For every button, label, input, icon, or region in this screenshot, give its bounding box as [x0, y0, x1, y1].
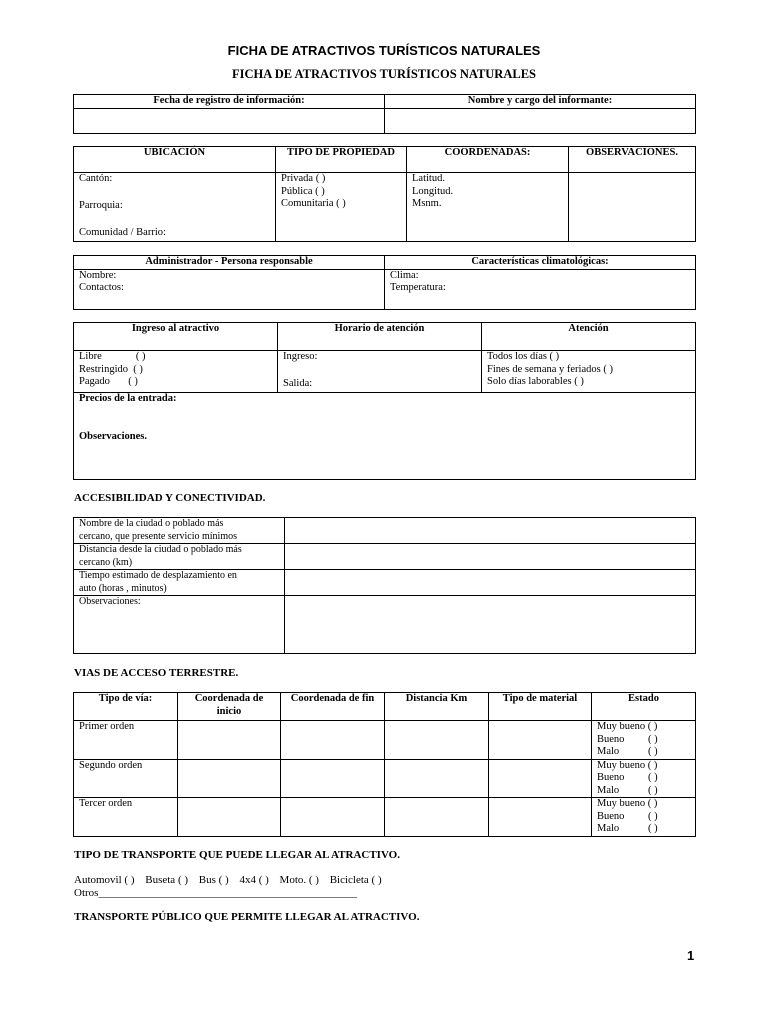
horario-ingreso-label: Ingreso:	[283, 351, 318, 362]
tipo-material-header: Tipo de material	[489, 693, 592, 721]
automovil-option[interactable]: Automovil ( )	[74, 874, 135, 886]
transporte-options	[74, 874, 390, 900]
distancia-line1: Distancia desde la ciudad o poblado más	[79, 544, 242, 555]
acc-observaciones-field[interactable]	[285, 596, 696, 654]
vias-table	[73, 692, 696, 837]
coordenadas-header: COORDENADAS:	[407, 147, 569, 173]
ciudad-cercana-field[interactable]	[285, 518, 696, 544]
comunidad-label: Comunidad / Barrio:	[79, 227, 166, 238]
nombre-informante-header: Nombre y cargo del informante:	[385, 95, 696, 109]
tipo-via-header: Tipo de vía:	[74, 693, 178, 721]
coord-fin-cell[interactable]	[281, 759, 385, 798]
restringido-option[interactable]: Restringido ( )	[79, 363, 143, 375]
bicicleta-option[interactable]: Bicicleta ( )	[329, 874, 382, 886]
via-tipo-cell: Primer orden	[74, 721, 178, 760]
coordenadas-cell[interactable]	[407, 173, 569, 242]
coord-fin-header: Coordenada de fin	[281, 693, 385, 721]
propiedad-cell[interactable]	[276, 173, 407, 242]
tipo-material-cell[interactable]	[489, 759, 592, 798]
ingreso-cell[interactable]	[74, 351, 278, 393]
muy-bueno-option[interactable]: Muy bueno ( )	[597, 721, 658, 732]
nombre-informante-field[interactable]	[385, 108, 696, 133]
observaciones-header: OBSERVACIONES.	[569, 147, 696, 173]
tiempo-label	[74, 570, 285, 596]
bueno-option[interactable]: Bueno ( )	[597, 772, 658, 783]
distancia-field[interactable]	[285, 544, 696, 570]
latitud-label: Latitud.	[412, 173, 445, 184]
estado-cell[interactable]	[592, 721, 696, 760]
atencion-header: Atención	[482, 323, 696, 351]
table-row	[74, 759, 696, 798]
vias-heading: VIAS DE ACCESO TERRESTRE.	[74, 667, 239, 679]
precios-label: Precios de la entrada:	[79, 393, 177, 404]
horario-salida-label: Salida:	[283, 377, 313, 389]
temperatura-label: Temperatura:	[390, 282, 446, 293]
via-tipo-cell: Tercer orden	[74, 798, 178, 837]
document-title: FICHA DE ATRACTIVOS TURÍSTICOS NATURALES	[227, 43, 541, 58]
estado-cell[interactable]	[592, 798, 696, 837]
administrador-header: Administrador - Persona responsable	[74, 256, 385, 270]
climatologicas-cell[interactable]	[385, 269, 696, 309]
fines-semana-option[interactable]: Fines de semana y feriados ( )	[487, 363, 613, 375]
longitud-label: Longitud.	[412, 185, 454, 197]
libre-option[interactable]: Libre ( )	[79, 351, 146, 362]
malo-option[interactable]: Malo ( )	[597, 823, 658, 834]
muy-bueno-option[interactable]: Muy bueno ( )	[597, 759, 658, 771]
accesibilidad-heading: ACCESIBILIDAD Y CONECTIVIDAD.	[74, 492, 266, 504]
location-table	[73, 146, 696, 242]
coord-inicio-header: Coordenada de inicio	[178, 693, 281, 721]
coord-fin-cell[interactable]	[281, 721, 385, 760]
nombre-label: Nombre:	[79, 269, 117, 281]
distancia-line2: cercano (km)	[79, 556, 133, 568]
tipo-material-cell[interactable]	[489, 721, 592, 760]
dias-laborables-option[interactable]: Solo días laborables ( )	[487, 376, 584, 387]
tipo-propiedad-header: TIPO DE PROPIEDAD	[276, 147, 407, 173]
estado-cell[interactable]	[592, 759, 696, 798]
ciudad-cercana-label	[74, 518, 285, 544]
transporte-heading: TIPO DE TRANSPORTE QUE PUEDE LLEGAR AL ATRACTIVO.	[74, 849, 400, 861]
ingreso-observaciones-label: Observaciones.	[79, 430, 147, 442]
msnm-label: Msnm.	[412, 198, 442, 209]
header-table	[73, 94, 696, 134]
publica-option[interactable]: Pública ( )	[281, 185, 325, 197]
distancia-km-header: Distancia Km	[385, 693, 489, 721]
ubicacion-header: UBICACIÓN	[74, 147, 276, 173]
ingreso-header: Ingreso al atractivo	[74, 323, 278, 351]
pagado-option[interactable]: Pagado ( )	[79, 376, 138, 387]
coord-fin-cell[interactable]	[281, 798, 385, 837]
clima-label: Clima:	[390, 269, 419, 281]
bueno-option[interactable]: Bueno ( )	[597, 810, 658, 822]
tipo-material-cell[interactable]	[489, 798, 592, 837]
ingreso-table	[73, 322, 696, 480]
distancia-km-cell[interactable]	[385, 798, 489, 837]
acc-observaciones-label	[74, 596, 285, 654]
document-subtitle: FICHA DE ATRACTIVOS TURÍSTICOS NATURALES	[232, 67, 536, 81]
parroquia-label: Parroquia:	[79, 199, 123, 211]
page-number: 1	[687, 948, 695, 963]
malo-option[interactable]: Malo ( )	[597, 784, 658, 796]
privada-option[interactable]: Privada ( )	[281, 173, 326, 184]
muy-bueno-option[interactable]: Muy bueno ( )	[597, 798, 658, 809]
precios-observaciones-cell[interactable]	[74, 393, 696, 480]
bus-option[interactable]: Bus ( )	[198, 874, 229, 886]
admin-table	[73, 255, 696, 310]
tiempo-field[interactable]	[285, 570, 696, 596]
accesibilidad-table	[73, 517, 696, 654]
ubicacion-cell[interactable]	[74, 173, 276, 242]
observaciones-cell[interactable]	[569, 173, 696, 242]
distancia-label	[74, 544, 285, 570]
tiempo-line2: auto (horas , minutos)	[79, 582, 167, 594]
coord-inicio-cell[interactable]	[178, 798, 281, 837]
administrador-cell[interactable]	[74, 269, 385, 309]
contactos-label: Contactos:	[79, 282, 124, 293]
distancia-km-cell[interactable]	[385, 759, 489, 798]
4x4-option[interactable]: 4x4 ( )	[239, 874, 269, 886]
acc-observaciones-text: Observaciones:	[79, 596, 141, 607]
coord-inicio-cell[interactable]	[178, 721, 281, 760]
table-row	[74, 798, 696, 837]
distancia-km-cell[interactable]	[385, 721, 489, 760]
horario-cell[interactable]	[278, 351, 482, 393]
table-row	[74, 721, 696, 760]
ciudad-cercana-line1: Nombre de la ciudad o poblado más	[79, 518, 224, 529]
ciudad-cercana-line2: cercano, que presente servicio mínimos	[79, 530, 237, 542]
otros-field[interactable]: Otros_______________________________________________	[74, 887, 357, 899]
transporte-publico-heading: TRANSPORTE PÚBLICO QUE PERMITE LLEGAR AL ATRACTIVO.	[74, 911, 420, 923]
malo-option[interactable]: Malo ( )	[597, 746, 658, 757]
bueno-option[interactable]: Bueno ( )	[597, 733, 658, 745]
canton-label: Cantón:	[79, 173, 113, 184]
moto-option[interactable]: Moto. ( )	[279, 874, 319, 886]
comunitaria-option[interactable]: Comunitaria ( )	[281, 198, 346, 209]
todos-dias-option[interactable]: Todos los días ( )	[487, 351, 560, 362]
coord-inicio-cell[interactable]	[178, 759, 281, 798]
horario-header: Horario de atención	[278, 323, 482, 351]
estado-header: Estado	[592, 693, 696, 721]
fecha-registro-header: Fecha de registro de información:	[74, 95, 385, 109]
fecha-registro-field[interactable]	[74, 108, 385, 133]
climatologicas-header: Características climatológicas:	[385, 256, 696, 270]
atencion-cell[interactable]	[482, 351, 696, 393]
tiempo-line1: Tiempo estimado de desplazamiento en	[79, 570, 237, 581]
buseta-option[interactable]: Buseta ( )	[145, 874, 189, 886]
via-tipo-cell: Segundo orden	[74, 759, 178, 798]
